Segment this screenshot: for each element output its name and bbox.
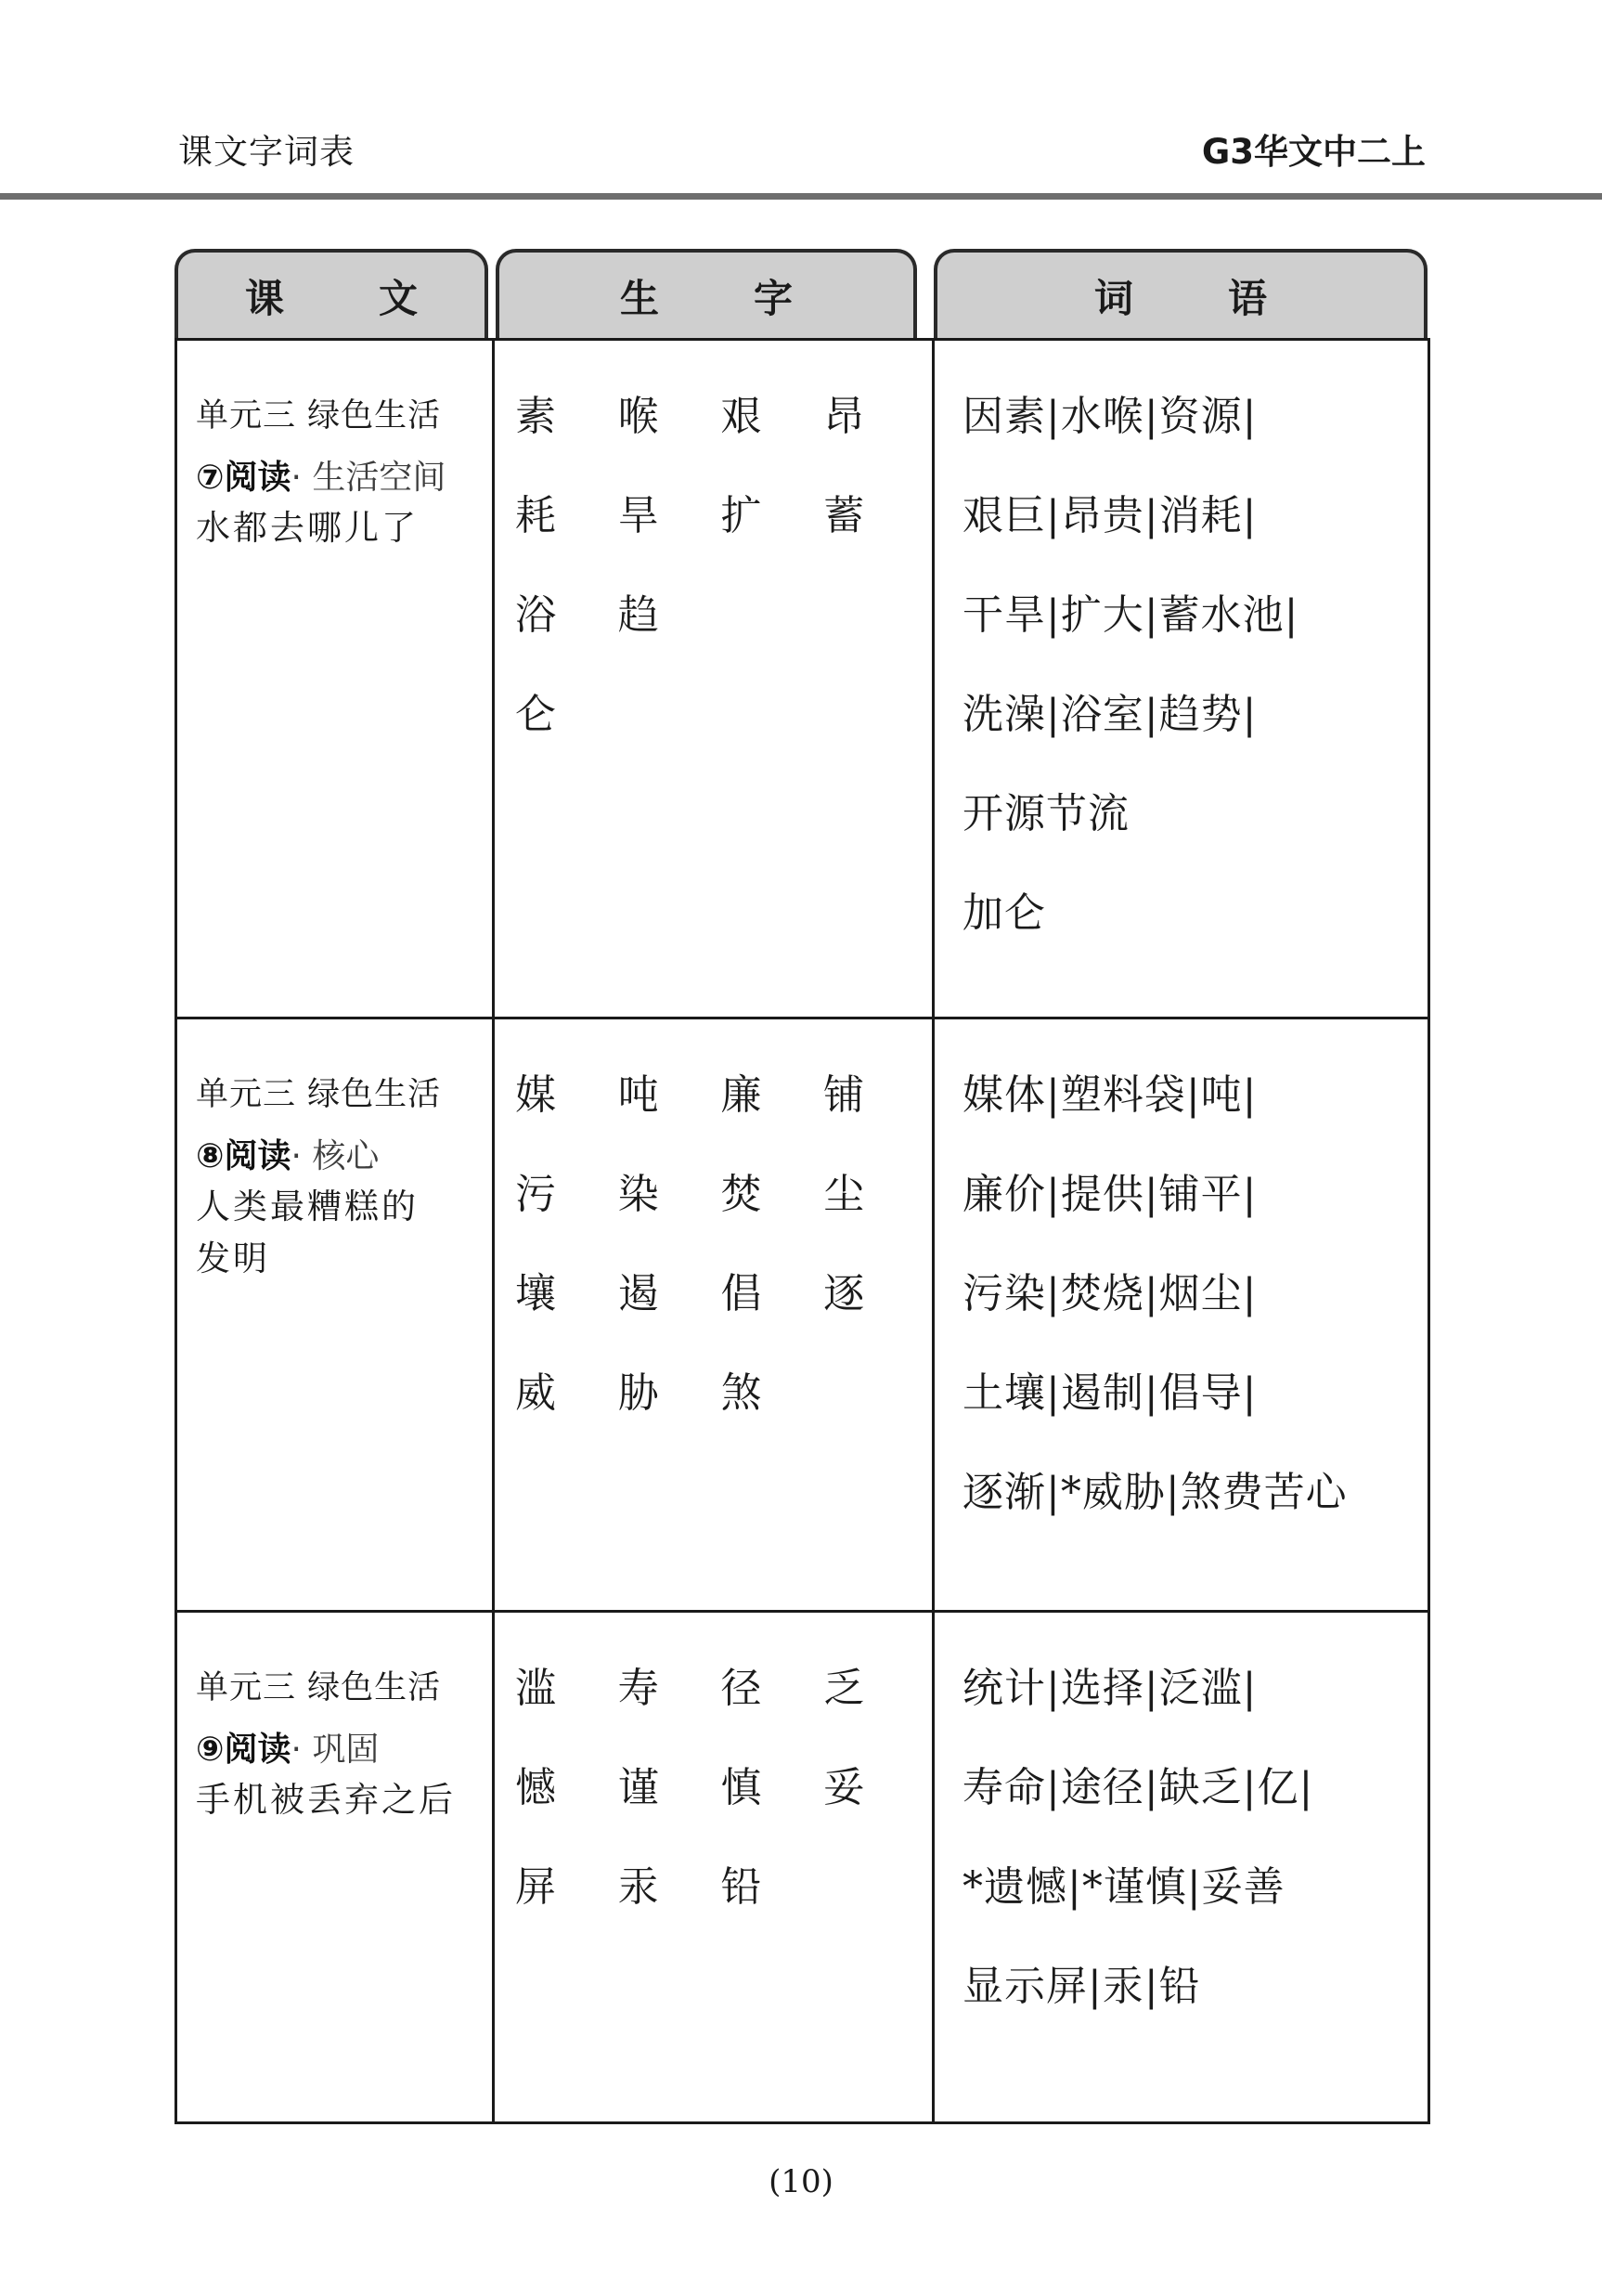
lesson-title: 手机被丢弃之后 [196,1780,456,1820]
table-row [176,340,1429,1018]
char-item: 铺 [823,1071,865,1119]
table-row [176,1018,1429,1612]
unit-label: 单元三 绿色生活 [196,1076,442,1113]
header-book-code: G3华文中二上 [1201,132,1426,172]
char-item: 遏 [617,1270,659,1317]
vocab-line: 因素|水喉|资源| [962,393,1258,440]
lesson-tag-label: 阅读 [224,459,291,497]
lesson-title: 水都去哪儿了 [196,508,419,548]
char-item: 吨 [617,1071,659,1119]
lesson-cell [176,1018,494,1612]
char-item: 威 [515,1369,556,1417]
vocab-line: 开源节流 [962,790,1130,837]
column-headers [174,249,1428,340]
lesson-type: · 核心 [291,1137,380,1175]
char-item: 铅 [720,1863,762,1911]
table-row [176,1612,1429,2123]
char-item: 乏 [823,1665,865,1712]
vocab-line: 洗澡|浴室|趋势| [962,691,1258,738]
char-item: 径 [720,1665,762,1712]
char-item: 滥 [515,1665,556,1712]
char-item: 焚 [720,1171,762,1218]
vocab-line: 干旱|扩大|蓄水池| [962,591,1299,639]
char-item: 慎 [720,1764,762,1811]
header-title: 课文字词表 [178,132,355,172]
char-item: 谨 [617,1764,659,1811]
char-item: 染 [617,1171,659,1218]
lesson-cell [176,1612,494,2123]
vocabulary-cell [934,1018,1429,1612]
char-item: 扩 [720,492,762,539]
vocab-line: 廉价|提供|铺平| [962,1171,1258,1218]
char-item: 逐 [823,1270,865,1317]
char-item: 媒 [515,1071,556,1119]
vocab-line: 土壤|遏制|倡导| [962,1369,1258,1417]
lesson-type: · 巩固 [291,1731,380,1769]
lesson-number: ⑨ [196,1731,225,1769]
column-header-characters: 生 字 [496,249,917,340]
lesson-cell [176,340,494,1018]
vocab-line: 逐渐|*威胁|煞费苦心 [962,1469,1348,1516]
char-item: 蓄 [823,492,865,539]
lesson-tag [196,454,492,502]
vocabulary-cell [934,1612,1429,2123]
vocab-line: *遗憾|*谨慎|妥善 [962,1863,1285,1911]
char-item: 喉 [617,393,659,440]
vocab-line: 污染|焚烧|烟尘| [962,1270,1258,1317]
lesson-number: ⑧ [196,1137,225,1175]
characters-cell [494,1612,934,2123]
vocab-line: 媒体|塑料袋|吨| [962,1071,1258,1119]
column-header-vocabulary: 词 语 [934,249,1428,340]
char-item: 尘 [823,1171,865,1218]
page-number: (10) [769,2163,833,2200]
vocabulary-cell [934,340,1429,1018]
unit-label: 单元三 绿色生活 [196,1669,442,1706]
lesson-tag [196,1133,492,1181]
char-item: 胁 [617,1369,659,1417]
char-item: 污 [515,1171,556,1218]
char-item: 煞 [720,1369,762,1417]
char-item: 屏 [515,1863,556,1911]
vocab-line: 艰巨|昂贵|消耗| [962,492,1258,539]
vocab-line: 加仑 [962,889,1046,937]
lesson-type: · 生活空间 [291,459,446,497]
char-item: 廉 [720,1071,762,1119]
char-item: 浴 [515,591,556,639]
characters-cell [494,1018,934,1612]
unit-label: 单元三 绿色生活 [196,397,442,435]
word-table [174,338,1430,2124]
char-item [721,588,824,687]
char-item: 旱 [617,492,659,539]
header-divider [0,193,1602,200]
char-item: 仑 [515,691,556,738]
characters-cell [494,340,934,1018]
char-item: 憾 [515,1764,556,1811]
lesson-tag-label: 阅读 [224,1137,291,1175]
vocab-line: 显示屏|汞|铅 [962,1963,1201,2010]
char-item: 寿 [617,1665,659,1712]
char-item: 壤 [515,1270,556,1317]
column-header-lesson: 课 文 [174,249,488,340]
lesson-number: ⑦ [196,459,225,497]
char-item: 妥 [823,1764,865,1811]
char-item: 昂 [823,393,865,440]
char-item: 艰 [720,393,762,440]
char-item [823,588,926,687]
lesson-tag-label: 阅读 [224,1731,291,1769]
vocab-line: 统计|选择|泛滥| [962,1665,1258,1712]
char-item: 倡 [720,1270,762,1317]
char-item: 耗 [515,492,556,539]
char-item: 趋 [617,591,659,639]
vocab-line: 寿命|途径|缺乏|亿| [962,1764,1314,1811]
lesson-tag [196,1726,492,1774]
lesson-title: 人类最糟糕的 发明 [196,1187,419,1278]
char-item: 素 [515,393,556,440]
char-item: 汞 [617,1863,659,1911]
